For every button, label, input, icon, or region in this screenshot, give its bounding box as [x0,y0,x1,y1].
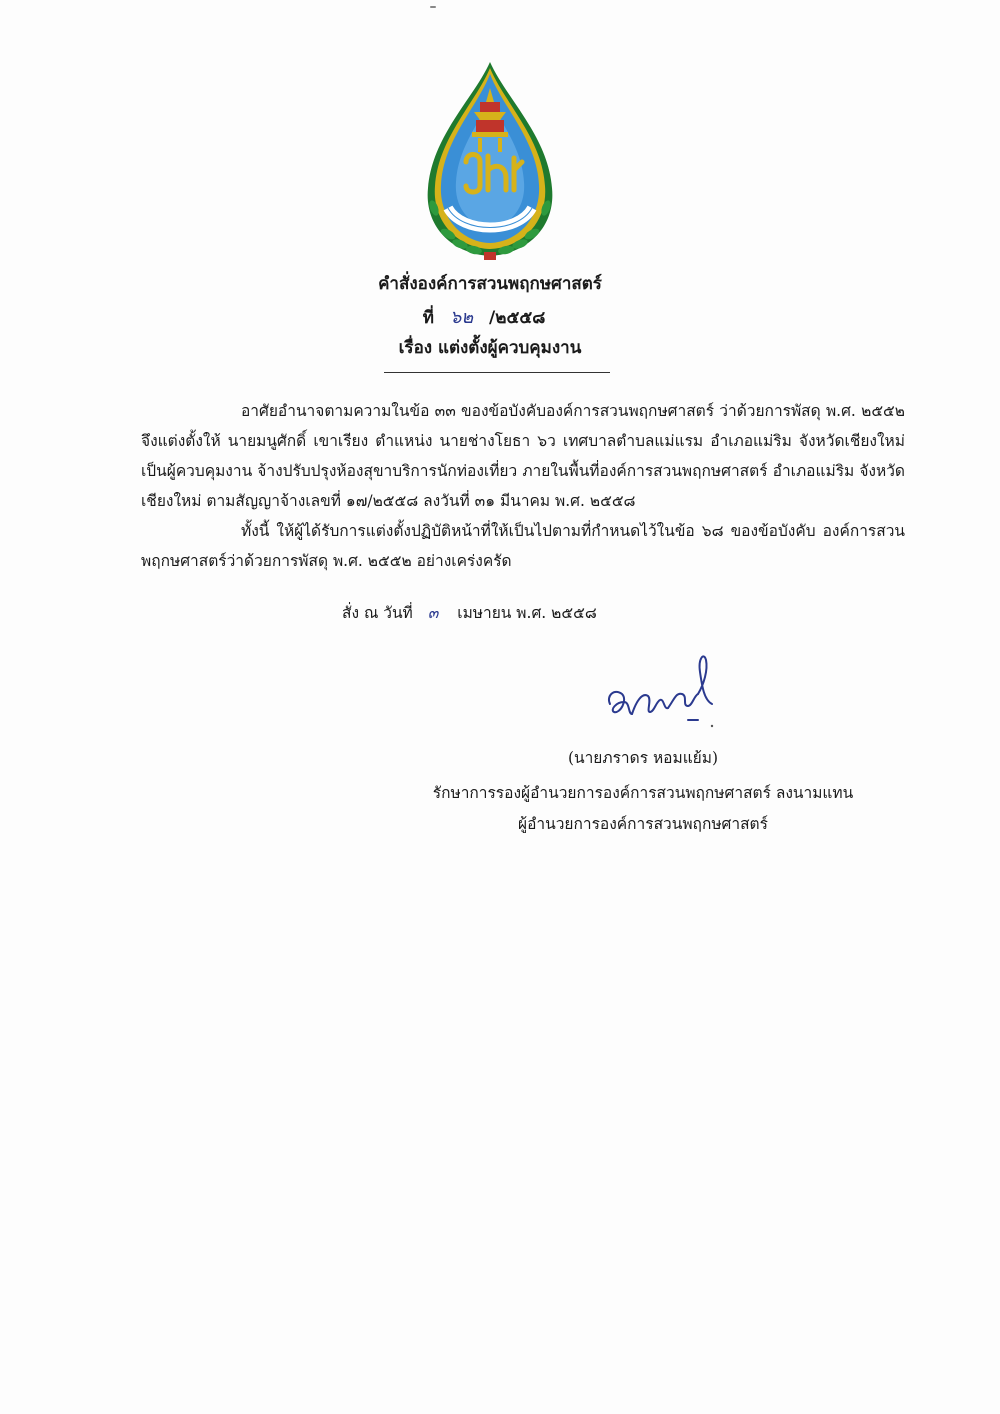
scan-speck [430,6,436,8]
organization-emblem [414,58,566,264]
order-number-handwritten: ๖๒ [449,307,474,328]
order-number-label: ที่ [422,308,434,328]
order-title: คำสั่งองค์การสวนพฤกษศาสตร์ [378,274,602,294]
signatory-name: (นายภราดร หอมแย้ม) [567,749,719,767]
signatory-position-line-1: รักษาการรองผู้อำนวยการองค์การสวนพฤกษศาสตร์ ลงนามแทน [432,784,854,802]
handwritten-signature [592,648,722,738]
header-divider [384,372,610,373]
order-date-line [342,600,597,625]
signatory-position-line-2: ผู้อำนวยการองค์การสวนพฤกษศาสตร์ [518,815,768,833]
order-subject: เรื่อง แต่งตั้งผู้ควบคุมงาน [398,338,582,358]
date-day-handwritten: ๓ [427,604,439,622]
order-number-line [0,302,984,331]
date-month-year: เมษายน พ.ศ. ๒๕๕๘ [457,604,597,622]
date-prefix: สั่ง ณ วันที่ [342,604,413,622]
body-paragraph-authority: อาศัยอำนาจตามความในข้อ ๓๓ ของข้อบังคับองค์การสวนพฤกษศาสตร์ ว่าด้วยการพัสดุ พ.ศ. ๒๕๕๒ จึงแต่งตั้งให้ นายมนูศักดิ์ เขาเรียง ตำแหน่ง นายช่างโยธา ๖ว เทศบาลตำบลแม่แรม อำเภอแม่ริม จังหวัดเชียงใหม่ เป็นผู้ควบคุมงาน จ้างปรับปรุงห้องสุขาบริการนักท่องเที่ยว ภายในพื้นที่องค์การสวนพฤกษศาสตร์ อำเภอแม่ริม จังหวัดเชียงใหม่ ตามสัญญาจ้างเลขที่ ๑๗/๒๕๕๘ ลงวันที่ ๓๑ มีนาคม พ.ศ. ๒๕๕๘ [141,402,905,510]
body-paragraph-duties: ทั้งนี้ ให้ผู้ได้รับการแต่งตั้งปฏิบัติหน้าที่ให้เป็นไปตามที่กำหนดไว้ในข้อ ๖๘ ของข้อบังคับ องค์การสวนพฤกษศาสตร์ว่าด้วยการพัสดุ พ.ศ. ๒๕๕๒ อย่างเคร่งครัด [141,522,905,570]
order-number-year: /๒๕๕๘ [489,308,546,328]
